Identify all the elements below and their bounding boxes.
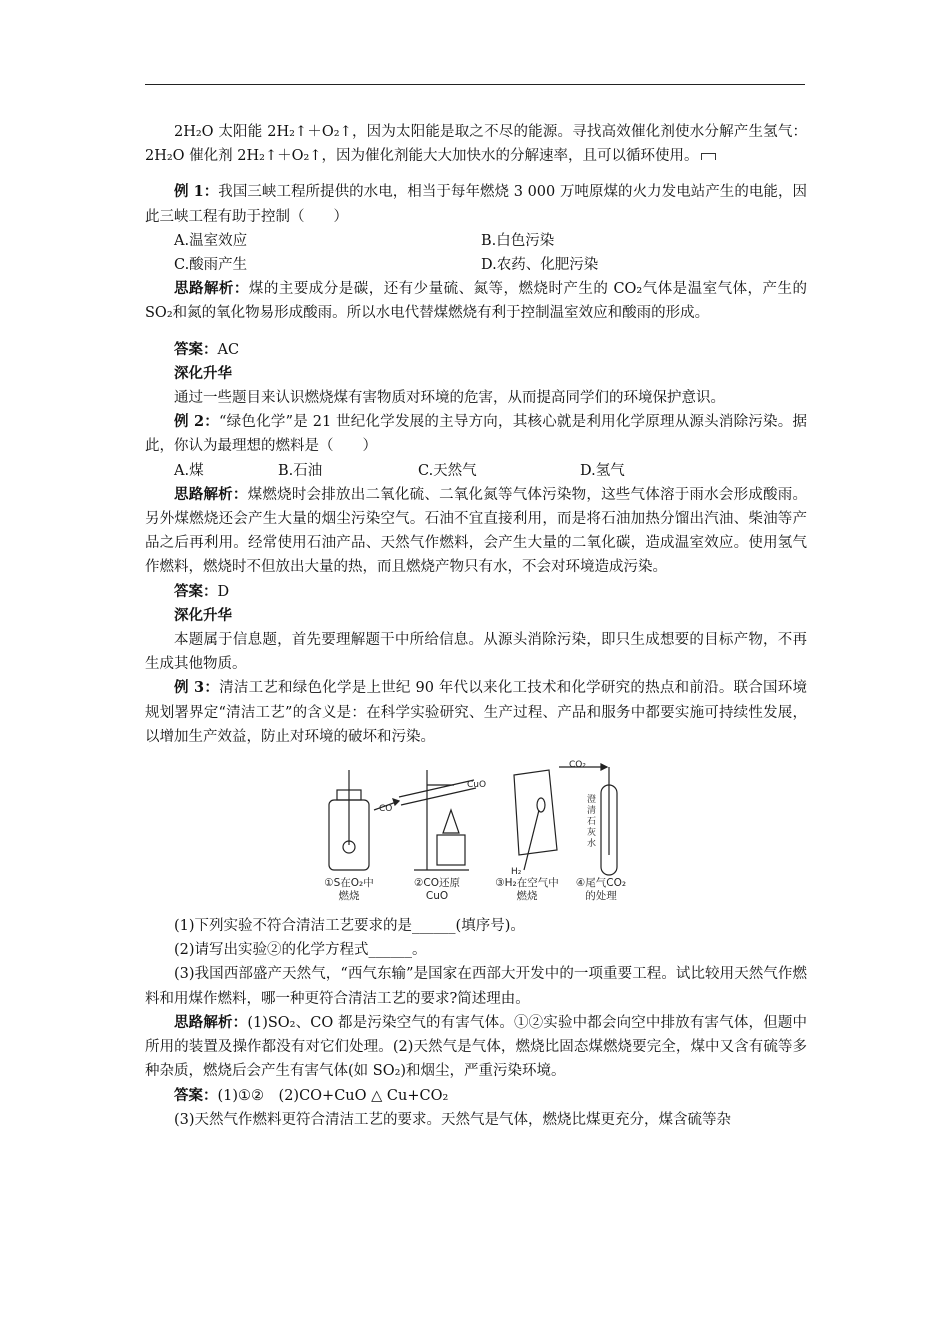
answer-continued: (3)天然气作燃料更符合清洁工艺的要求。天然气是气体，燃烧比煤更充分，煤含硫等杂 xyxy=(174,1111,732,1128)
answer-label: 答案： xyxy=(174,340,218,358)
analysis-label: 思路解析： xyxy=(174,485,248,503)
analysis-label: 思路解析： xyxy=(174,1013,248,1031)
options-row xyxy=(145,459,807,483)
analysis xyxy=(145,483,807,580)
document-body xyxy=(145,120,807,1132)
analysis-label: 思路解析： xyxy=(174,280,249,298)
example-1 xyxy=(145,180,807,228)
co-label: CO xyxy=(379,804,393,815)
example-label: 例 2： xyxy=(174,413,220,431)
edit-mark-icon xyxy=(701,153,716,160)
deep-text: 本题属于信息题，首先要理解题干中所给信息。从源头消除污染，即只生成想要的目标产物，不再生成其他物质。 xyxy=(145,632,807,673)
example-label: 例 3： xyxy=(174,679,220,697)
example-2 xyxy=(145,410,807,458)
analysis xyxy=(145,277,807,325)
answer xyxy=(145,338,807,362)
options-row xyxy=(145,229,807,253)
example-3 xyxy=(145,676,807,749)
options-row xyxy=(145,253,807,277)
answer-text: AC xyxy=(217,341,240,358)
option: D.氢气 xyxy=(580,462,625,479)
header-rule xyxy=(145,84,805,85)
answer-label: 答案： xyxy=(174,1086,218,1104)
example-question: 我国三峡工程所提供的水电，相当于每年燃烧 3 000 万吨原煤的火力发电站产生的电能，因此三峡工程有助于控制（ ） xyxy=(145,184,807,225)
question-3: (3)我国西部盛产天然气，“西气东输”是国家在西部大开发中的一项重要工程。试比较用天然气作燃料和用煤作燃料，哪一种更符合清洁工艺的要求?简述理由。 xyxy=(145,966,807,1007)
answer xyxy=(145,1084,807,1108)
experiment-figure xyxy=(319,755,637,910)
example-intro: 清洁工艺和绿色化学是上世纪 90 年代以来化工技术和化学研究的热点和前沿。联合国环境规划署界定“清洁工艺”的含义是：在科学实验研究、生产过程、产品和服务中都要实施可持续性发展，以增加生产效益，防止对环境的破坏和污染。 xyxy=(145,680,807,745)
question-2: (2)请写出实验②的化学方程式______。 xyxy=(174,942,427,959)
example-question: “绿色化学”是 21 世纪化学发展的主导方向，其核心就是利用化学原理从源头消除污染。据此，你认为最理想的燃料是（ ） xyxy=(145,414,808,455)
analysis-text: 煤燃烧时会排放出二氧化硫、二氧化氮等气体污染物，这些气体溶于雨水会形成酸雨。另外煤燃烧还会产生大量的烟尘污染空气。石油不宜直接利用，而是将石油加热分馏出汽油、柴油等产品之后再利用。经常使用石油产品、天然气作燃料，会产生大量的二氧化碳，造成温室效应。使用氢气作燃料，燃烧时不但放出大量的热，而且燃烧产物只有水，不会对环境造成污染。 xyxy=(145,486,808,576)
option: C.天然气 xyxy=(418,462,477,479)
h2-label: H₂ xyxy=(511,867,522,878)
cuo-label: CuO xyxy=(467,780,487,791)
answer-text: D xyxy=(217,583,230,600)
co2-label: CO₂ xyxy=(569,760,586,771)
option: C.酸雨产生 xyxy=(174,257,248,274)
option: B.石油 xyxy=(278,462,323,479)
caption-3: ③H₂在空气中燃烧 xyxy=(495,877,559,903)
question-1: (1)下列实验不符合清洁工艺要求的是______(填序号)。 xyxy=(174,918,525,935)
deep-text: 通过一些题目来认识燃烧煤有害物质对环境的危害，从而提高同学们的环境保护意识。 xyxy=(174,390,725,407)
analysis-text: (1)SO₂、CO 都是污染空气的有害气体。①②实验中都会向空中排放有害气体，但题中所用的装置及操作都没有对它们处理。(2)天然气是气体，燃烧比固态煤燃烧要完全，煤中又含有硫等多种杂质，燃烧后会产生有害气体(如 SO₂)和烟尘，严重污染环境。 xyxy=(145,1014,808,1080)
answer xyxy=(145,580,807,604)
limewater-label: 澄清石灰水 xyxy=(587,795,597,850)
option: A.温室效应 xyxy=(174,232,248,249)
analysis xyxy=(145,1011,807,1084)
option: D.农药、化肥污染 xyxy=(481,257,599,274)
example-label: 例 1： xyxy=(174,183,219,201)
intro-paragraph: 2H₂O 太阳能 2H₂↑＋O₂↑，因为太阳能是取之不尽的能源。寻找高效催化剂使水分解产生氢气：2H₂O 催化剂 2H₂↑＋O₂↑，因为催化剂能大大加快水的分解速率，且可以循环使用。 xyxy=(145,124,807,165)
answer-text: (1)①② (2)CO+CuO △ Cu+CO₂ xyxy=(217,1087,449,1104)
answer-label: 答案： xyxy=(174,582,218,600)
caption-2: ②CO还原CuO xyxy=(413,877,460,903)
analysis-text: 煤的主要成分是碳，还有少量硫、氮等，燃烧时产生的 CO₂气体是温室气体，产生的 SO₂和氮的氧化物易形成酸雨。所以水电代替煤燃烧有利于控制温室效应和酸雨的形成。 xyxy=(145,281,807,322)
caption-4: ④尾气CO₂的处理 xyxy=(575,877,627,903)
caption-1: ①S在O₂中燃烧 xyxy=(324,877,374,903)
option: B.白色污染 xyxy=(481,232,555,249)
deep-title: 深化升华 xyxy=(174,606,232,624)
deep-title: 深化升华 xyxy=(174,364,232,382)
option: A.煤 xyxy=(174,462,204,479)
